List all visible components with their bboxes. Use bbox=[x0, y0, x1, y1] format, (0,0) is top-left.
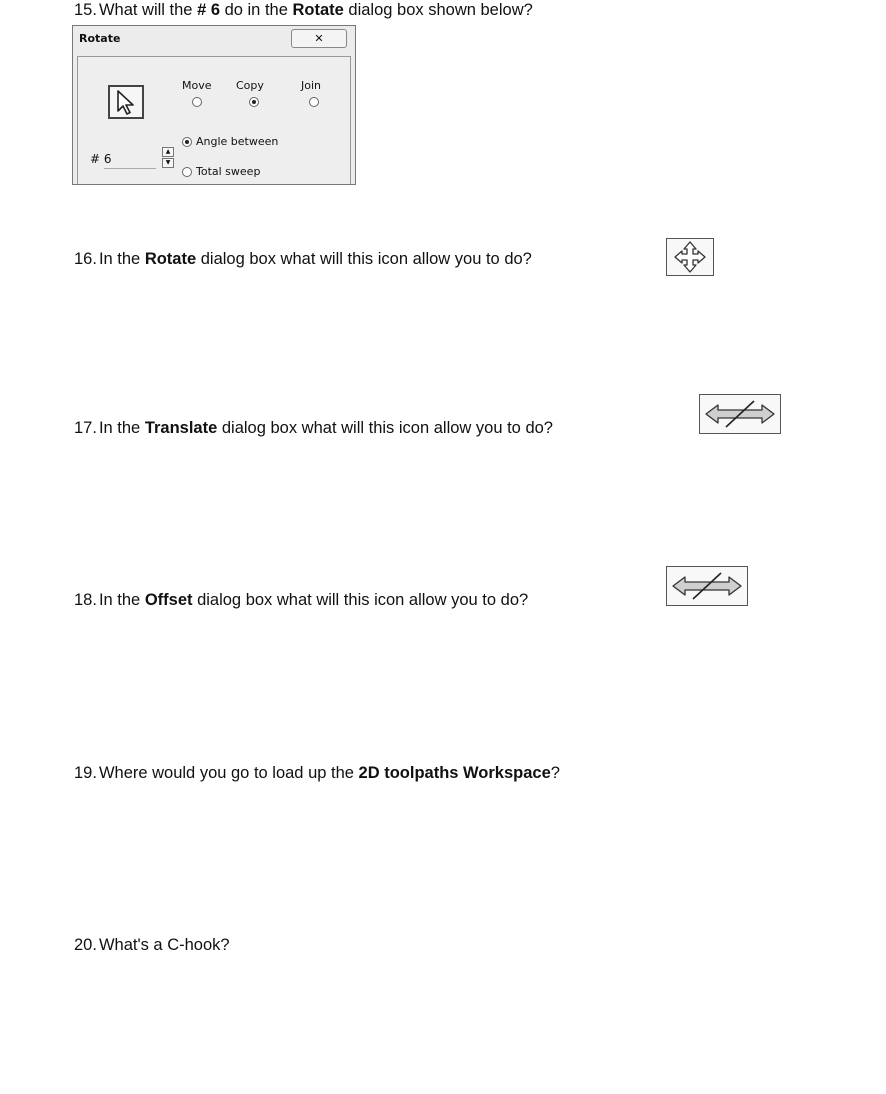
join-radio[interactable] bbox=[309, 97, 319, 107]
angle-between-radio[interactable] bbox=[182, 137, 192, 147]
cursor-arrow-icon bbox=[110, 87, 142, 117]
question-19: 19. Where would you go to load up the 2D toolpaths Workspace? bbox=[74, 764, 560, 782]
question-18: 18. In the Offset dialog box what will this icon allow you to do? bbox=[74, 591, 529, 609]
question-20: 20. What's a C-hook? bbox=[74, 936, 230, 954]
count-label: # 6 bbox=[90, 152, 112, 166]
move-radio[interactable] bbox=[192, 97, 202, 107]
dialog-body bbox=[77, 56, 351, 184]
question-number: 15. bbox=[74, 1, 97, 19]
spin-up-button[interactable]: ▲ bbox=[162, 147, 174, 157]
move-arrows-icon bbox=[666, 238, 714, 276]
count-input[interactable] bbox=[104, 148, 156, 169]
total-sweep-radio[interactable] bbox=[182, 167, 192, 177]
copy-radio[interactable] bbox=[249, 97, 259, 107]
copy-label: Copy bbox=[236, 79, 264, 92]
question-16: 16. In the Rotate dialog box what will this icon allow you to do? bbox=[74, 250, 532, 268]
join-label: Join bbox=[301, 79, 322, 92]
close-button[interactable]: ✕ bbox=[291, 29, 347, 48]
rotate-dialog bbox=[72, 25, 356, 185]
double-arrow-slash-icon bbox=[699, 394, 781, 434]
dialog-title: Rotate bbox=[79, 32, 121, 45]
select-pointer-button[interactable] bbox=[108, 85, 144, 119]
move-label: Move bbox=[182, 79, 212, 92]
question-15: 15. What will the # 6 do in the Rotate dialog box shown below? bbox=[74, 1, 533, 19]
spin-down-button[interactable]: ▼ bbox=[162, 158, 174, 168]
question-17: 17. In the Translate dialog box what will this icon allow you to do? bbox=[74, 419, 553, 437]
double-arrow-slash-icon-2 bbox=[666, 566, 748, 606]
angle-between-label: Angle between bbox=[196, 135, 279, 148]
total-sweep-label: Total sweep bbox=[196, 165, 261, 178]
